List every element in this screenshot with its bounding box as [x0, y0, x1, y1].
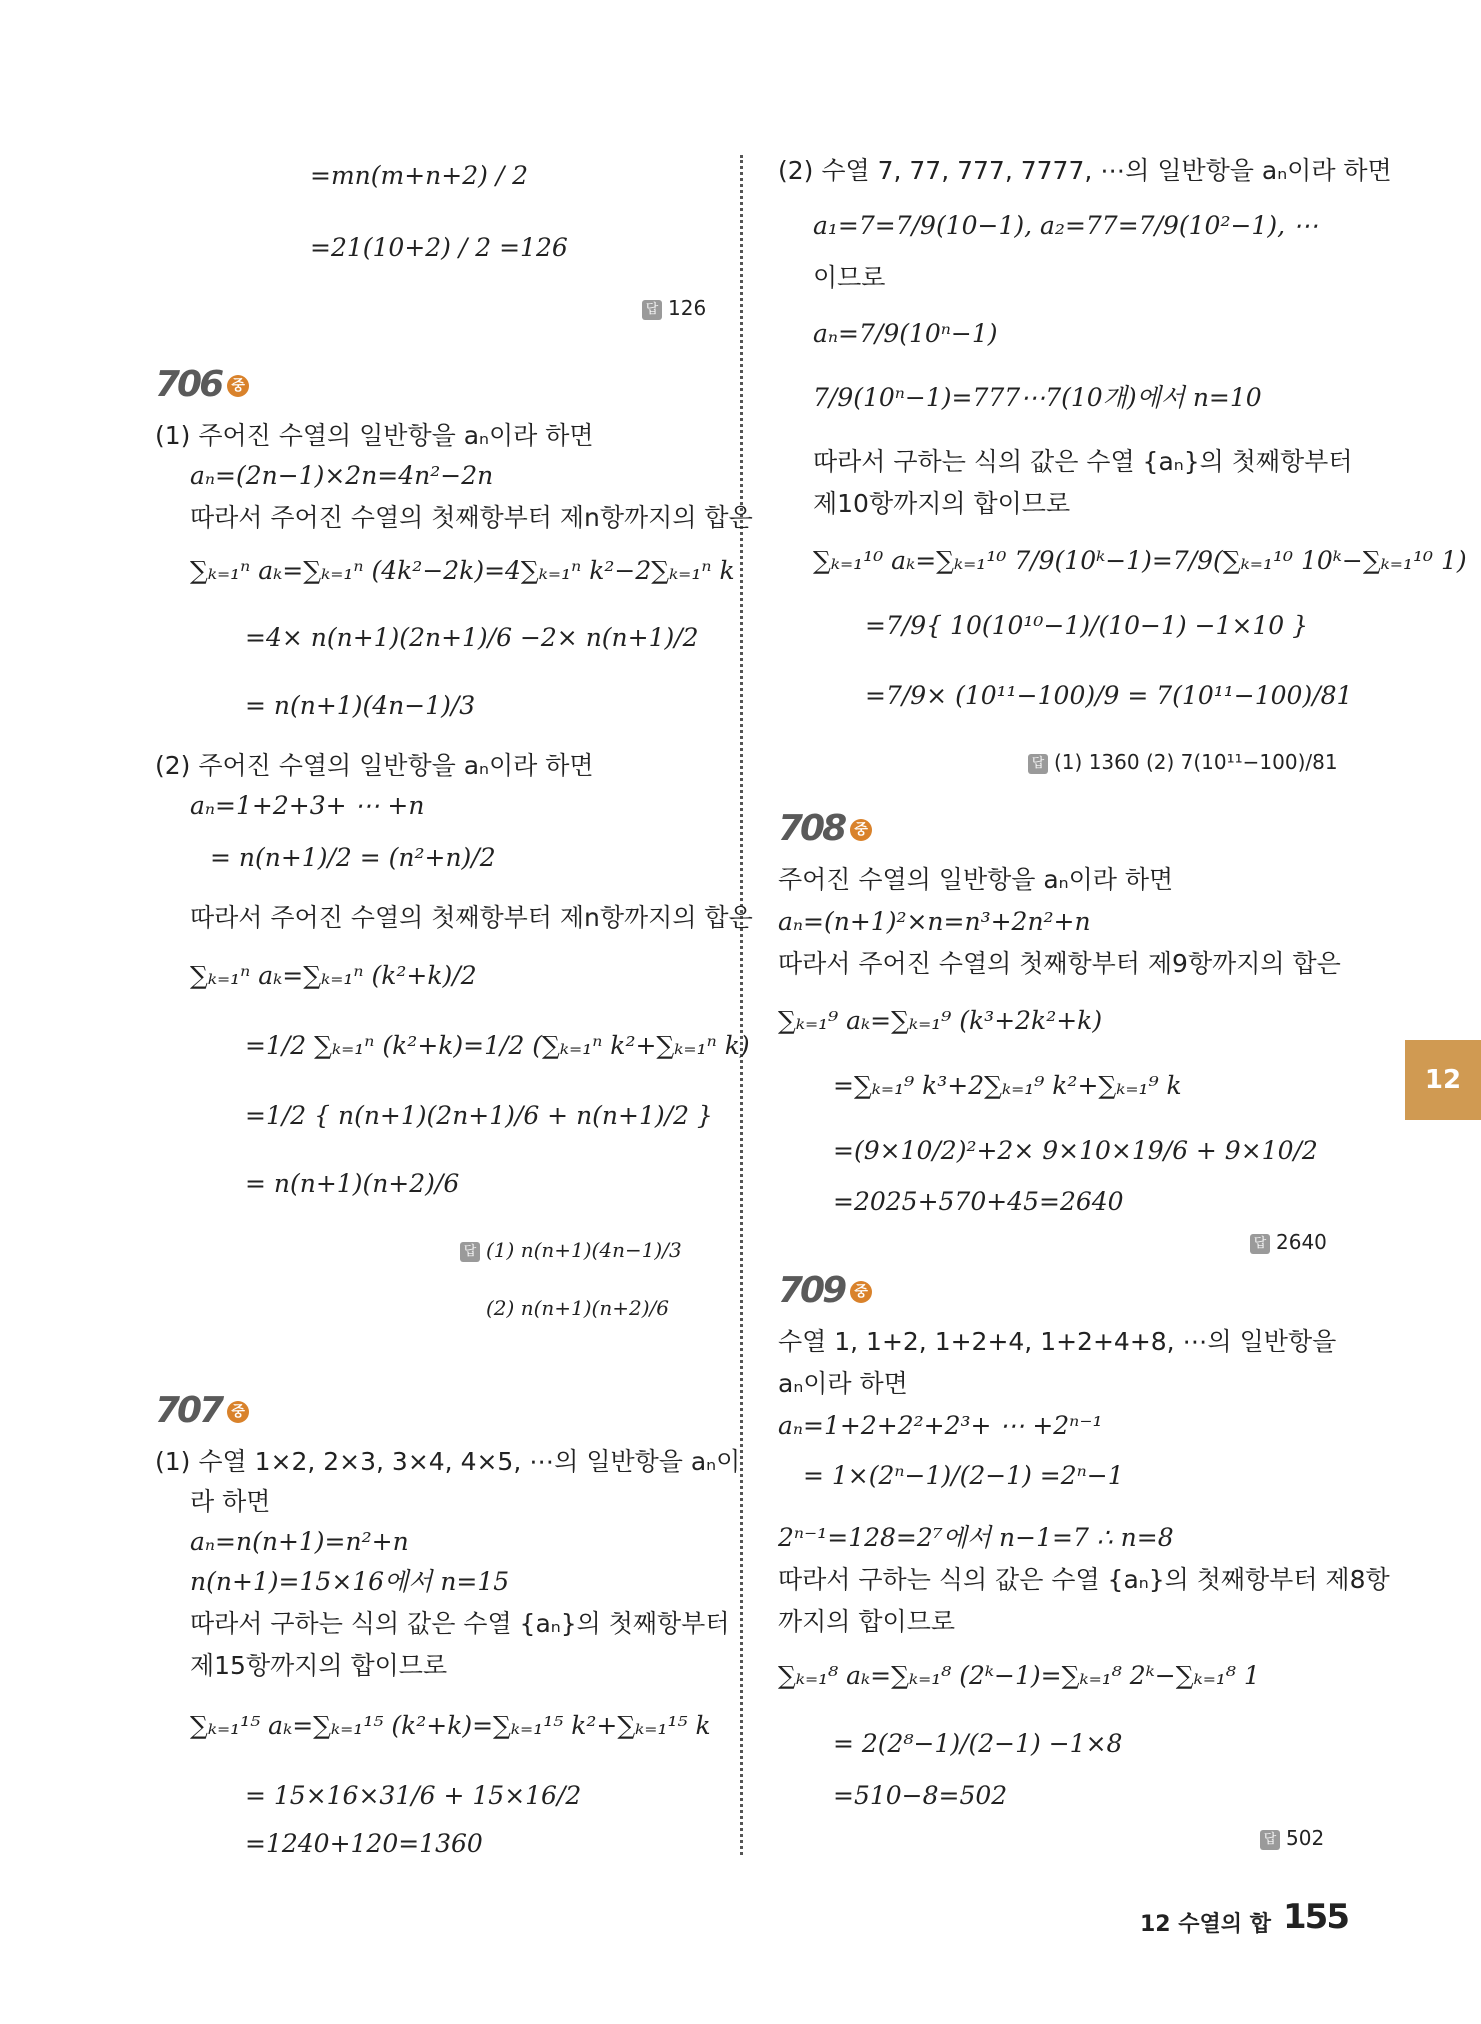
footer-chapter-title: 12 수열의 합: [1140, 1912, 1271, 1937]
problem-number-text: 707: [155, 1390, 222, 1431]
answer: [1260, 1826, 1324, 1850]
equation-line: =∑ₖ₌₁⁹ k³+2∑ₖ₌₁⁹ k²+∑ₖ₌₁⁹ k: [833, 1071, 1182, 1100]
equation-line: =1240+120=1360: [245, 1829, 483, 1858]
answer-icon: 답: [1250, 1234, 1270, 1254]
equation-line: =4× n(n+1)(2n+1)/6 −2× n(n+1)/2: [245, 623, 699, 652]
equation-line: aₙ=7/9(10ⁿ−1): [813, 319, 998, 348]
text-line: 제10항까지의 합이므로: [813, 489, 1071, 518]
equation-line: =7/9{ 10(10¹⁰−1)/(10−1) −1×10 }: [865, 611, 1309, 640]
equation-line: =21(10+2) / 2 =126: [310, 233, 568, 262]
answer: [1028, 750, 1338, 774]
answer: [1250, 1230, 1327, 1254]
equation-line: 7/9(10ⁿ−1)=777⋯7(10개)에서 n=10: [813, 383, 1262, 412]
equation-line: = 1×(2ⁿ−1)/(2−1) =2ⁿ−1: [803, 1461, 1124, 1490]
equation-line: = 2(2⁸−1)/(2−1) −1×8: [833, 1729, 1123, 1758]
equation-line: =2025+570+45=2640: [833, 1187, 1124, 1216]
answer-value: (1) n(n+1)(4n−1)/3: [486, 1238, 682, 1262]
equation-line: 2ⁿ⁻¹=128=2⁷에서 n−1=7 ∴ n=8: [778, 1523, 1174, 1552]
answer: [460, 1238, 682, 1262]
level-badge: 중: [850, 1281, 872, 1303]
equation-line: = n(n+1)(n+2)/6: [245, 1169, 460, 1198]
text-line: (2) 수열 7, 77, 777, 7777, ⋯의 일반항을 aₙ이라 하면: [778, 156, 1392, 185]
equation-line: aₙ=n(n+1)=n²+n: [190, 1527, 409, 1556]
problem-number: [155, 364, 249, 405]
text-line: aₙ이라 하면: [778, 1369, 908, 1398]
text-line: 이므로: [813, 263, 886, 292]
equation-line: aₙ=(2n−1)×2n=4n²−2n: [190, 461, 494, 490]
text-line: 주어진 수열의 일반항을 aₙ이라 하면: [778, 865, 1174, 894]
text-line: 따라서 주어진 수열의 첫째항부터 제n항까지의 합은: [190, 503, 753, 532]
equation-line: =(9×10/2)²+2× 9×10×19/6 + 9×10/2: [833, 1136, 1318, 1165]
chapter-tab: 12: [1405, 1040, 1481, 1120]
text-line: 따라서 구하는 식의 값은 수열 {aₙ}의 첫째항부터: [190, 1609, 730, 1638]
text-line: 수열 1, 1+2, 1+2+4, 1+2+4+8, ⋯의 일반항을: [778, 1327, 1337, 1356]
text-line: (1) 주어진 수열의 일반항을 aₙ이라 하면: [155, 421, 594, 450]
equation-line: =510−8=502: [833, 1781, 1008, 1810]
answer-value: 502: [1286, 1826, 1325, 1850]
equation-line: =7/9× (10¹¹−100)/9 = 7(10¹¹−100)/81: [865, 681, 1353, 710]
problem-number-text: 709: [778, 1270, 845, 1311]
problem-number: [778, 1270, 872, 1311]
equation-line: a₁=7=7/9(10−1), a₂=77=7/9(10²−1), ⋯: [813, 211, 1318, 240]
level-badge: 중: [227, 1401, 249, 1423]
equation-line: aₙ=(n+1)²×n=n³+2n²+n: [778, 907, 1091, 936]
column-divider: [740, 155, 743, 1855]
equation-line: ∑ₖ₌₁¹⁵ aₖ=∑ₖ₌₁¹⁵ (k²+k)=∑ₖ₌₁¹⁵ k²+∑ₖ₌₁¹⁵ k: [190, 1711, 711, 1740]
equation-line: ∑ₖ₌₁⁹ aₖ=∑ₖ₌₁⁹ (k³+2k²+k): [778, 1006, 1103, 1035]
equation-line: =1/2 ∑ₖ₌₁ⁿ (k²+k)=1/2 (∑ₖ₌₁ⁿ k²+∑ₖ₌₁ⁿ k): [245, 1031, 750, 1060]
problem-number: [778, 808, 872, 849]
text-line: 라 하면: [190, 1487, 271, 1516]
answer-value: (1) 1360 (2) 7(10¹¹−100)/81: [1054, 750, 1338, 774]
equation-line: =1/2 { n(n+1)(2n+1)/6 + n(n+1)/2 }: [245, 1101, 713, 1130]
equation-line: ∑ₖ₌₁ⁿ aₖ=∑ₖ₌₁ⁿ (4k²−2k)=4∑ₖ₌₁ⁿ k²−2∑ₖ₌₁ⁿ k: [190, 556, 735, 585]
level-badge: 중: [850, 819, 872, 841]
answer: [486, 1296, 669, 1320]
text-line: (1) 수열 1×2, 2×3, 3×4, 4×5, ⋯의 일반항을 aₙ이: [155, 1447, 741, 1476]
equation-line: aₙ=1+2+2²+2³+ ⋯ +2ⁿ⁻¹: [778, 1411, 1103, 1440]
answer-value: 2640: [1276, 1230, 1327, 1254]
problem-number: [155, 1390, 249, 1431]
equation-line: n(n+1)=15×16에서 n=15: [190, 1567, 510, 1596]
text-line: 제15항까지의 합이므로: [190, 1651, 448, 1680]
problem-number-text: 706: [155, 364, 222, 405]
equation-line: =mn(m+n+2) / 2: [310, 161, 529, 190]
equation-line: = n(n+1)/2 = (n²+n)/2: [210, 843, 496, 872]
text-line: 따라서 주어진 수열의 첫째항부터 제9항까지의 합은: [778, 949, 1341, 978]
text-line: (2) 주어진 수열의 일반항을 aₙ이라 하면: [155, 751, 594, 780]
text-line: 까지의 합이므로: [778, 1607, 955, 1636]
equation-line: = 15×16×31/6 + 15×16/2: [245, 1781, 582, 1810]
answer-icon: 답: [1028, 754, 1048, 774]
equation-line: ∑ₖ₌₁⁸ aₖ=∑ₖ₌₁⁸ (2ᵏ−1)=∑ₖ₌₁⁸ 2ᵏ−∑ₖ₌₁⁸ 1: [778, 1661, 1260, 1690]
answer-icon: 답: [642, 300, 662, 320]
equation-line: aₙ=1+2+3+ ⋯ +n: [190, 791, 425, 820]
equation-line: ∑ₖ₌₁ⁿ aₖ=∑ₖ₌₁ⁿ (k²+k)/2: [190, 961, 477, 990]
text-line: 따라서 주어진 수열의 첫째항부터 제n항까지의 합은: [190, 903, 753, 932]
answer-icon: 답: [1260, 1830, 1280, 1850]
level-badge: 중: [227, 375, 249, 397]
text-line: 따라서 구하는 식의 값은 수열 {aₙ}의 첫째항부터: [813, 447, 1353, 476]
answer-icon: 답: [460, 1242, 480, 1262]
answer: [642, 296, 706, 320]
answer-value: (2) n(n+1)(n+2)/6: [486, 1296, 669, 1320]
problem-number-text: 708: [778, 808, 845, 849]
equation-line: ∑ₖ₌₁¹⁰ aₖ=∑ₖ₌₁¹⁰ 7/9(10ᵏ−1)=7/9(∑ₖ₌₁¹⁰ 10ᵏ−∑ₖ₌₁¹⁰ 1): [813, 546, 1467, 575]
page-number: 155: [1283, 1897, 1348, 1937]
answer-value: 126: [668, 296, 707, 320]
equation-line: = n(n+1)(4n−1)/3: [245, 691, 476, 720]
text-line: 따라서 구하는 식의 값은 수열 {aₙ}의 첫째항부터 제8항: [778, 1565, 1390, 1594]
